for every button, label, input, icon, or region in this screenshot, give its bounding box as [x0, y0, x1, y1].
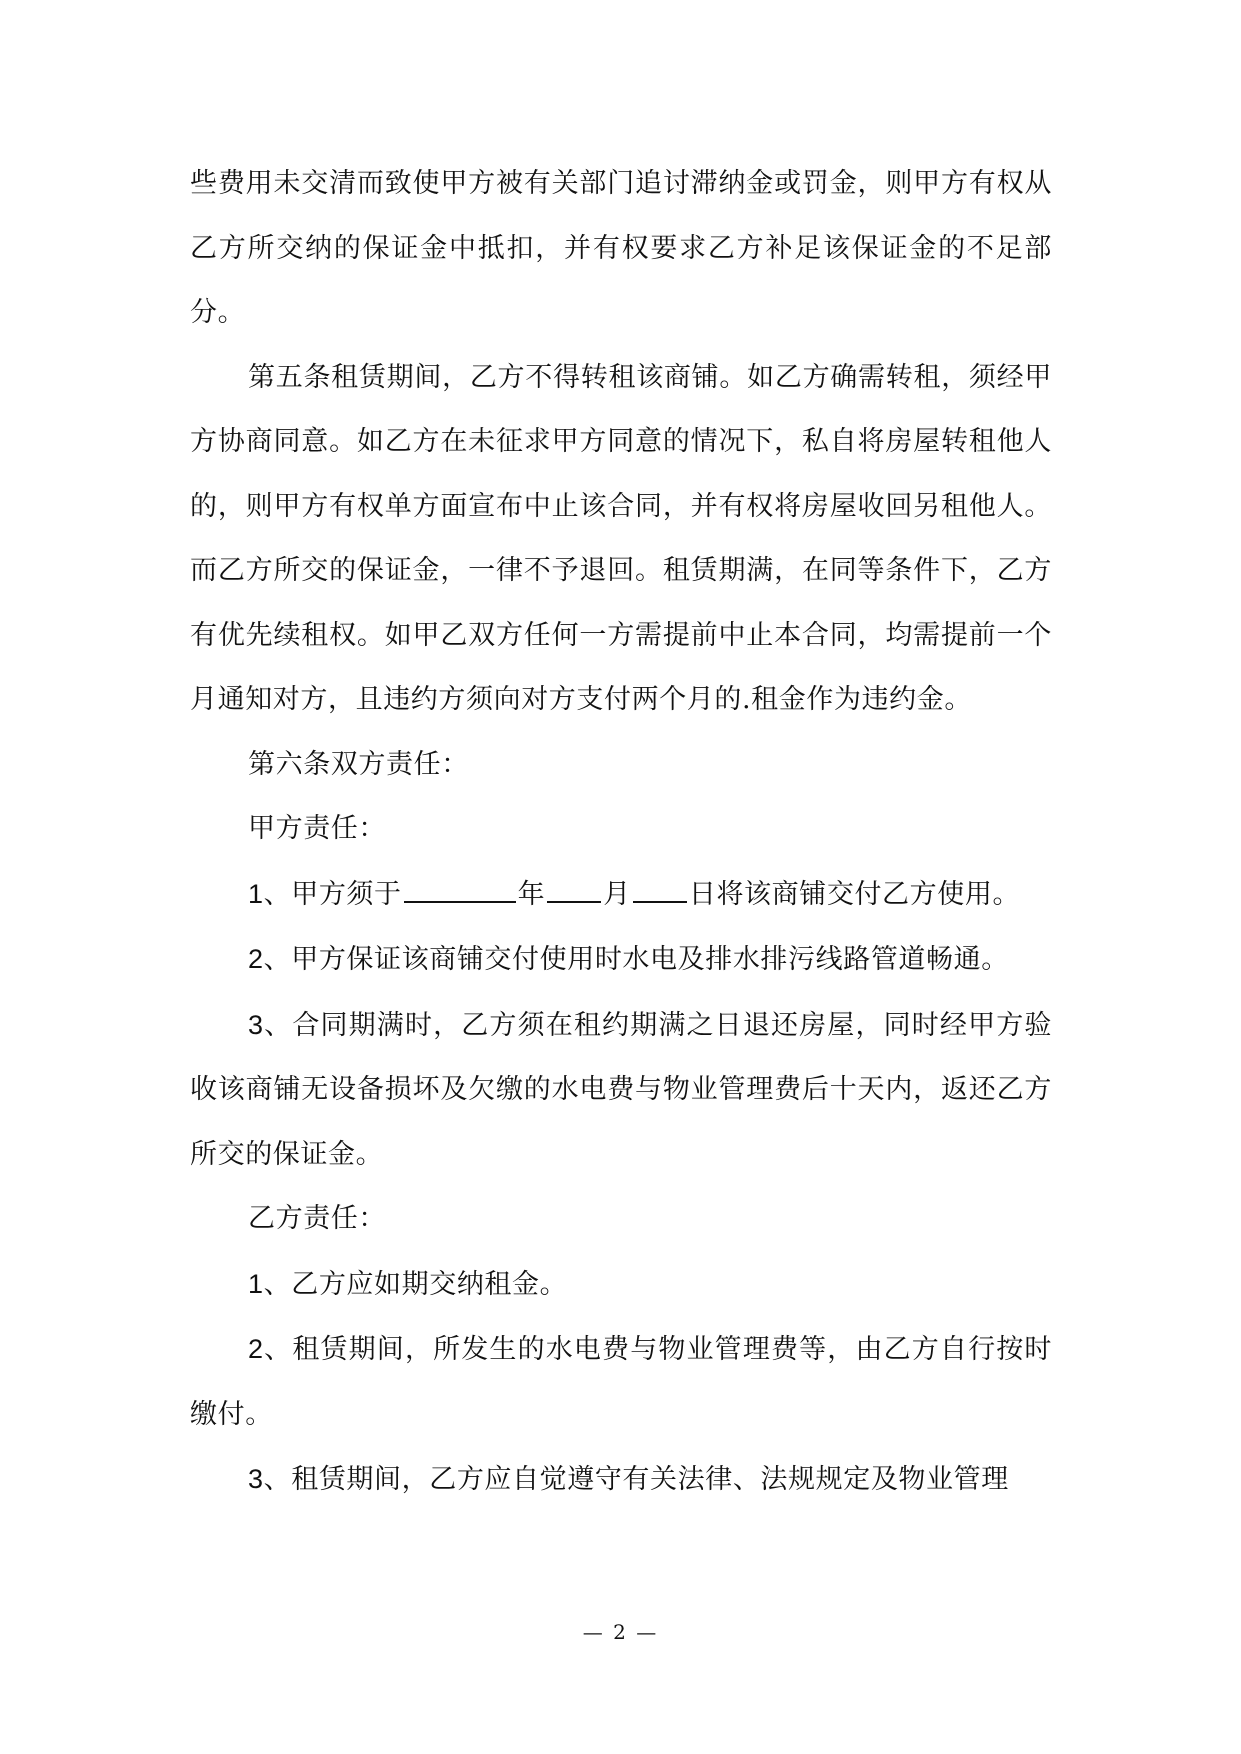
- item-text-part: 日将该商铺交付乙方使用。: [688, 878, 1021, 910]
- item-text: 、乙方应如期交纳租金。: [263, 1268, 568, 1300]
- item-number: 3: [248, 1009, 264, 1040]
- item-number: 1: [248, 878, 264, 909]
- item-text: 、甲方保证该商铺交付使用时水电及排水排污线路管道畅通。: [263, 944, 1009, 975]
- document-body: [190, 152, 1052, 1513]
- paragraph-article-6-heading: 第六条双方责任：: [248, 748, 469, 780]
- item-text-part: 月: [603, 878, 631, 910]
- item-number: 1: [248, 1268, 264, 1299]
- paragraph-article-5-sublease: 第五条租赁期间，乙方不得转租该商铺。如乙方确需转租，须经甲方协商同意。如乙方在未征求甲方同意的情况下，私自将房屋转租他人的，则甲方有权单方面宣布中止该合同，并有权将房屋收回另租他人。而乙方所交的保证金，一律不予退回。租赁期满，在同等条件下，乙方有优先续租权。如甲乙双方任何一方需提前中止本合同，均需提前一个月通知对方，且违约方须向对方支付两个月的.租金作为违约金。: [190, 361, 1052, 715]
- paragraph-party-a-item-2: [190, 927, 1052, 993]
- paragraph-party-b-item-1: [190, 1252, 1052, 1318]
- item-text-part: 、甲方须于: [263, 878, 402, 910]
- paragraph-fee-deduction: 些费用未交清而致使甲方被有关部门追讨滞纳金或罚金，则甲方有权从乙方所交纳的保证金中抵扣，并有权要求乙方补足该保证金的不足部分。: [190, 168, 1052, 328]
- item-text-part: 年: [517, 878, 546, 910]
- paragraph-party-b-item-2: [190, 1317, 1052, 1447]
- blank-day-field[interactable]: [633, 875, 687, 903]
- blank-month-field[interactable]: [547, 875, 601, 903]
- item-text: 、合同期满时，乙方须在租约期满之日退还房屋，同时经甲方验收该商铺无设备损坏及欠缴的水电费与物业管理费后十天内，返还乙方所交的保证金。: [190, 1009, 1052, 1170]
- page-number: — 2 —: [582, 1620, 659, 1644]
- paragraph-party-a-item-1: [190, 862, 1052, 928]
- item-number: 2: [248, 1334, 264, 1364]
- paragraph-party-a-item-3: [190, 993, 1052, 1188]
- paragraph-party-b-heading: 乙方责任：: [248, 1203, 386, 1234]
- paragraph-party-a-heading: 甲方责任：: [248, 813, 386, 844]
- item-number: 3: [248, 1464, 264, 1494]
- item-number: 2: [248, 944, 264, 974]
- item-text: 、租赁期间，所发生的水电费与物业管理费等，由乙方自行按时缴付。: [190, 1334, 1052, 1430]
- paragraph-party-b-item-3: [190, 1447, 1052, 1513]
- blank-year-field[interactable]: [404, 875, 516, 903]
- item-text: 、租赁期间，乙方应自觉遵守有关法律、法规规定及物业管理: [263, 1464, 1009, 1495]
